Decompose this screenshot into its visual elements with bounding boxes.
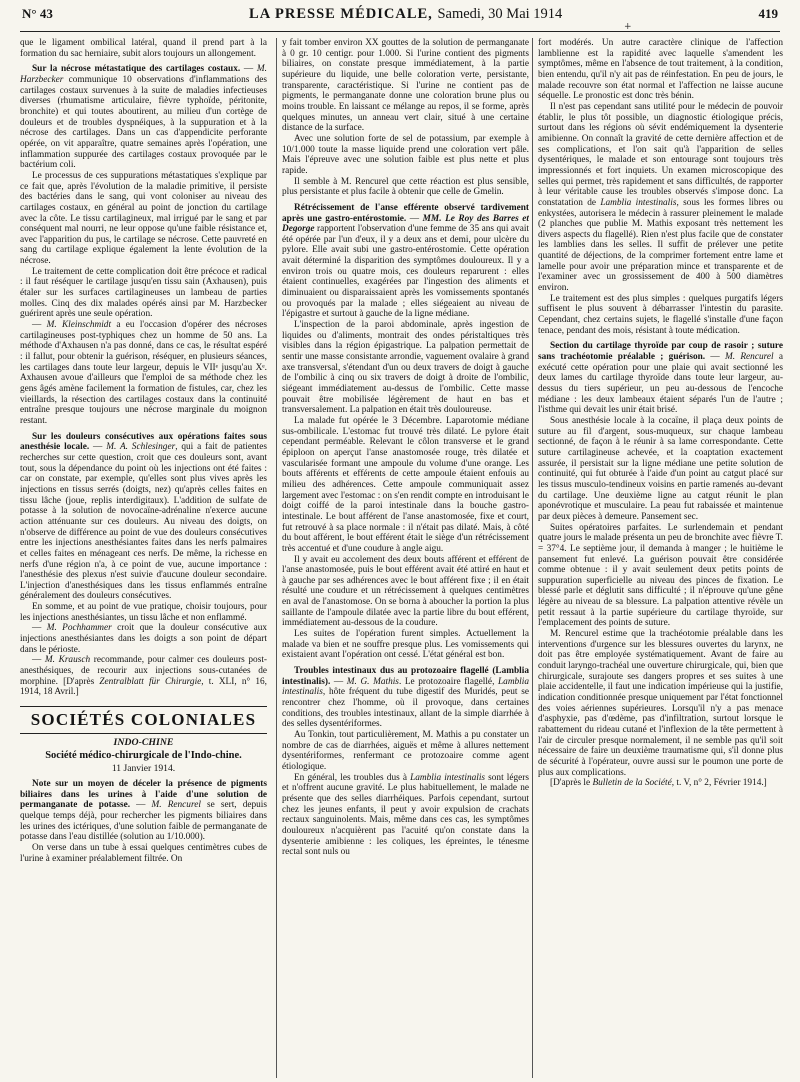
society-name: Société médico-chirurgicale de l'Indo-chine.: [45, 749, 242, 761]
issue-number: N° 43: [22, 6, 53, 21]
paragraph: L'inspection de la paroi abdominale, après ingestion de liquides ou d'aliments, montrait des ondes péristaltiques très visibles dans la région épigastrique. La palpation permettait de sentir une masse consistante arrondie, vaguement ovalaire à grand axe transversal, s'étendant d'un ou deux travers de doigt à gauche de l'ombilic à cinq ou six travers de doigt à droite de l'ombilic, siégeant immédiatement au-dessus de l'ombilic. Cette masse pouvait être mobilisée légèrement de haut en bas et transversalement. La palpation en était très douloureuse.: [282, 320, 529, 416]
column-divider: [532, 38, 533, 1078]
masthead: [249, 6, 562, 23]
author: M. Pochhammer: [46, 623, 112, 634]
column-divider: [276, 38, 277, 1078]
paragraph: Sous anesthésie locale à la cocaïne, il plaça deux points de suture au fil d'argent, sous-muqueux, sur chaque lambeau sectionné, de façon à le réunir à sa lame correspondante. Cette suture cartilagineuse achevée, et la coaptation exactement assurée, il persistait sur la ligne médiane une petite solution de continuité, qui fut obturée à l'aide d'un point au catgut placé sur les tissus musculo-tendineux voisins en partie ramenés au-devant du cartilage. Une deuxième ligne au catgut réunit le plan aponévrotique et musculaire. La peau fut rabaissée et maintenue par deux pièces à demeure. Pansement sec.: [538, 415, 783, 522]
article-heading: Note sur un moyen de déceler la présence de pigments biliaires dans les urines à l'aide d'une solution de permanganate de potasse.: [20, 779, 267, 811]
paragraph: La malade fut opérée le 3 Décembre. Laparotomie médiane sus-ombilicale. L'estomac fut trouvé très dilaté. Le pylore était cependant perméable. Relevant le côlon transverse et le grand épiploon on aperçut l'anse anastomosée rouge, très dilatée et vascularisée formant une ampoule du volume d'une orange. Les bouts afférents et efférents de cette ampoule étaient enfouis au milieu des adhérences. Cette ampoule communiquait assez largement avec l'estomac : on s'en rendit compte en introduisant le doigt coiffé de la paroi intestinale dans la bouche gastro-intestinale. Le bout afférent de l'anse anastomosée, fixe et court, fut retrouvé à sa place normale : il n'était pas dilaté. Mais, à côté du bout afférent, le bout efférent était le siège d'un rétrécissement très accentué et d'une coudure à angle aigu.: [282, 415, 529, 554]
paragraph-text: En général, les troubles dus à: [294, 772, 411, 783]
source-title: Bulletin de la Société: [592, 778, 672, 789]
meeting-date: 11 Janvier 1914.: [111, 763, 176, 775]
article-heading: Rétrécissement de l'anse efférente observé tardivement après une gastro-entérostomie.: [282, 202, 529, 224]
paragraph: Le processus de ces suppurations métastatiques s'explique par ce fait que, après l'évolution de la maladie primitive, il persiste des bactéries dans le sang, qui vont coloniser au niveau des cartilages costaux, en général au point de jonction du cartilage avec la côte. Le tissu cartilagineux, mal irrigué par le sang et par conséquent mal nourri, ne leur oppose qu'une faible résistance et, avec l'apparition du pus, le cartilage se nécrose. Cette pauvreté en sang du cartilage explique également la lente évolution de la nécrose.: [20, 170, 267, 267]
article-heading: Section du cartilage thyroïde par coup de rasoir ; suture sans trachéotomie préalable ; guérison.: [538, 341, 783, 363]
paragraph: — M. Kleinschmidt a eu l'occasion d'opérer des nécroses cartilagineuses post-typhiques chez un homme de 50 ans. La méthode d'Axhausen n'a pas donné, dans ce cas, le résultat espéré : il fallut, pour obtenir la guérison, réséquer, en plusieurs séances, les cartilages dans toute leur largeur, depuis le VIIᵉ jusqu'au Xᵉ. Axhausen avoue d'ailleurs que l'emploi de sa méthode chez les gens âgés amène facilement la formation de fistules, car, chez les vieillards, la résection des cartilages costaux dans la continuité entraîne presque toujours une nécrose marginale du moignon restant.: [20, 320, 267, 426]
article-lamblia: Troubles intestinaux dus au protozoaire flagellé (Lamblia intestinalis). — M. G. Mathis. Le protozoaire flagellé, Lamblia intestinalis, hôte fréquent du tube digestif des Muridés, peut se rencontrer chez l'homme, où il provoque, dans certaines conditions, des troubles intestinaux, allant de la simple diarrhée à des selles dysentériformes.: [282, 666, 529, 730]
paragraph: que le ligament ombilical latéral, quand il prend part à la formation du sac herniaire, subit alors toujours un allongement.: [20, 38, 267, 59]
print-mark: +: [624, 22, 632, 32]
paragraph: Le traitement est des plus simples : quelques purgatifs légers suffisent le plus souvent à débarrasser l'intestin du parasite. Cependant, chez certains sujets, le flagellé s'installe d'une façon tenace, pendant des mois, résistant à toute médication.: [538, 293, 783, 336]
paragraph-text: communique 10 observations d'inflammations des cartilages costaux survenues à la suite de maladies infectieuses diverses (rhumatisme articulaire, fièvre typhoïde, péritonite, bronchite) et qui toutes aboutirent, au milieu d'un cortège de douleurs et de troubles dyspnéiques, à la suppuration et à la nécrose des cartilages. Dans un cas d'appendicite perforante opérée, on vit apparaître, quatre semaines après l'opération, une inflammation suppurée des cartilages costaux provoquée par le bactérium coli.: [20, 74, 267, 171]
paragraph-text: , hôte fréquent du tube digestif des Muridés, peut se rencontrer chez l'homme, où il provoque, dans certaines conditions, des troubles intestinaux, allant de la simple diarrhée à des selles dysentériformes.: [282, 687, 529, 730]
journal-title: LA PRESSE MÉDICALE,: [249, 6, 433, 22]
paragraph: — M. Pochhammer croit que la douleur consécutive aux injections anesthésiantes dans les doigts a son point de départ dans le périoste.: [20, 623, 267, 655]
paragraph: M. Rencurel estime que la trachéotomie préalable dans les interventions d'urgence sur les blessures ouvertes du larynx, ne doit pas être employée systématiquement. Avant de faire au conduit laryngo-trachéal une ouverture chirurgicale, qui, bien que chirurgicale, surajoute ses dangers propres et ses suites à une plaie accidentelle, il faut une indication impérieuse qui la justifie, indication conditionnée presque uniquement par l'état fonctionnel des voies aériennes supérieures. Lorsqu'il n'y a pas menace d'asphyxie, pas d'œdème, pas d'infiltration, surtout lorsque le rabattement du rideau cutané et l'inflexion de la tête permettent à l'air de circuler presque normalement, il ne semble pas qu'il soit nécessaire de faire un deuxième traumatisme qui, s'il donne plus de sécurité à l'opérateur, ouvre aussi sur le poumon une porte de plus aux complications.: [538, 629, 783, 778]
paragraph: [282, 773, 529, 858]
paragraph-text: Il n'est pas cependant sans utilité pour le médecin de pouvoir établir, le plus tôt possible, un diagnostic étiologique précis, surtout dans les régions où sévit endémiquement la dysenterie amibienne. On connaît la gravité de cette dernière affection et de ses complications, et l'on sait qu'à l'apparition de selles dysentériques, le malade et son entourage sont toujours très impressionnés et fort inquiets. Un examen microscopique des selles qui permet, très rapidement et sans difficultés, de rapporter à leur véritable cause les troubles observés s'impose donc. La constatation de: [538, 101, 783, 208]
paragraph-text: croit que la douleur consécutive aux injections anesthésiantes dans les doigts a son point de départ dans le périoste.: [20, 623, 267, 655]
section-title: SOCIÉTÉS COLONIALES: [20, 706, 267, 734]
author: M. Rencurel: [151, 800, 201, 811]
article-cartilages: Sur la nécrose métastatique des cartilages costaux. — M. Harzbecker communique 10 observations d'inflammations des cartilages costaux survenues à la suite de maladies infectieuses diverses (rhumatisme articulaire, fièvre typhoïde, péritonite, bronchite) et qui toutes aboutirent, au milieu d'un cortège de douleurs et de troubles dyspnéiques, à la suppuration et à la nécrose des cartilages. Dans un cas d'appendicite perforante opérée, on vit apparaître, quatre semaines après l'opération, une inflammation suppurée des cartilages costaux provoquée par le bactérium coli.: [20, 64, 267, 171]
article-anse: Rétrécissement de l'anse efférente observé tardivement après une gastro-entérostomie. — MM. Le Roy des Barres et Degorge rapportent l'observation d'une femme de 35 ans qui avait été opérée par l'un d'eux, il y a deux ans et demi, pour ulcère du pylore. Elle avait subi une gastro-entérostomie. Cette opération avait déterminé la disparition des symptômes douloureux. Il y a environ trois ou quatre mois, ces douleurs reparurent : elles étaient continuelles, exagérées par l'ingestion des aliments et diminuaient ou disparaissaient après les vomissements spontanés ou provoqués par la malade ; elles siégeaient au niveau de l'épigastre et surtout à gauche de la ligne médiane.: [282, 202, 529, 320]
page-number: 419: [758, 6, 778, 21]
header-rule: [20, 31, 780, 32]
author: M. Rencurel: [725, 352, 774, 363]
article-douleurs: Sur les douleurs consécutives aux opérations faites sous anesthésie locale. — M. A. Schlesinger, qui a fait de patientes recherches sur cette question, croit que ces douleurs sont, avant tout, sous la dépendance du point où les injections ont été faites : car on constate, par exemple, qu'elles sont plus vives après les injections en tissus serrés (doigts, nez) qu'après celles faites en tissu lâche (joue, replis interdigitaux). L'addition de sulfate de potasse à la solution de novocaïne-adrénaline n'exerce aucune action atténuante sur ces douleurs. Au niveau des doigts, on n'observe de différence au point de vue des douleurs consécutives entre les injections anesthésiantes faites dans les nerfs palmaires et celles faites en ménageant ces nerfs. De même, la richesse en nerfs d'une région n'a, à ce point de vue, aucune importance : l'anesthésie des plexus n'est suivie d'aucune douleur secondaire. L'injection d'anesthésiques dans les tissus enflammés entraîne généralement des douleurs consécutives.: [20, 431, 267, 602]
author: M. G. Mathis: [346, 676, 399, 687]
column-2: [282, 38, 529, 1078]
paragraph: Au Tonkin, tout particulièrement, M. Mathis a pu constater un nombre de cas de diarrhées, aiguës et même à allures nettement dysentériformes, renfermant ce protozoaire comme agent étiologique.: [282, 730, 529, 772]
paragraph-text: sont légers et n'offrent aucune gravité. Le plus habituellement, le malade ne présente que des selles diarrhéiques. Parfois cependant, surtout chez les jeunes enfants, il peut y avoir expulsion de crachats rectaux sanguinolents. Mais, même dans ces cas, les symptômes douloureux n'acquièrent pas l'acuité qu'on constate dans la dysenterie amibienne : les coliques, les épreintes, le ténesme rectal sont nuls ou: [282, 772, 529, 858]
paragraph-text: a eu l'occasion d'opérer des nécroses cartilagineuses post-typhiques chez un homme de 50 ans. La méthode d'Axhausen n'a pas donné, dans ce cas, le résultat espéré : il fallut, pour obtenir la guérison, réséquer, en plusieurs séances, les cartilages dans toute leur largeur, depuis le VIIᵉ jusqu'au Xᵉ. Axhausen avoue d'ailleurs que l'emploi de sa méthode chez les gens âgés amène facilement la formation de fistules, car, chez les vieillards, la résection des cartilages costaux dans la continuité entraîne presque toujours une nécrose marginale du moignon restant.: [20, 320, 267, 426]
paragraph-text: se sert, depuis quelque temps déjà, pour rechercher les pigments biliaires dans les urines des ictériques, d'une solution faible de permanganate de potasse dans l'eau distillée (solution au 1/10.000).: [20, 800, 267, 843]
paragraph: Avec une solution forte de sel de potassium, par exemple à 10/1.000 toute la masse liquide prend une coloration vert pâle. Mais l'épreuve avec une solution faible est plus nette et plus rapide.: [282, 133, 529, 176]
paragraph-text: [D'après le: [550, 778, 593, 789]
column-3: [538, 38, 783, 1078]
paragraph: fort modérés. Un autre caractère clinique de l'affection lamblienne est la rapidité avec laquelle s'amendent les symptômes, même en l'absence de tout traitement, à la condition, bien entendu, qu'il n'y ait pas de réinfestation. En peu de jours, le malade recouvre son état normal et l'affection ne laisse aucune séquelle. Le pronostic est donc très bénin.: [538, 38, 783, 102]
species-name: Lamblia intestinalis: [600, 197, 677, 208]
paragraph-text: recommande, pour calmer ces douleurs post-anesthésiques, de recourir aux injections sous-cutanées de morphine. [D'après: [20, 655, 267, 687]
paragraph-text: a exécuté cette opération pour une plaie qui avait sectionné les deux lames du cartilage thyroïde dans toute leur largeur, au-dessus du tiers supérieur, un peu au-dessous de l'encoche médiane : les deux lambeaux étaient séparés l'un de l'autre ; l'isthme qui devait les unir était brisé.: [538, 352, 783, 416]
source-title: Zentralblatt für Chirurgie: [99, 676, 202, 687]
author: M. Harzbecker: [20, 64, 267, 85]
paragraph: En somme, et au point de vue pratique, choisir toujours, pour les injections anesthésiantes, un tissu lâche et non enflammé.: [20, 602, 267, 623]
article-heading: Troubles intestinaux dus au protozoaire flagellé (Lamblia intestinalis).: [282, 666, 529, 687]
paragraph: Il y avait eu accolement des deux bouts afférent et efférent de l'anse anastomosée, puis le bout efférent avait été attiré en haut et à gauche par ses adhérences avec le bout afférent fixe ; il en était résulté une coudure et un rétrécissement à quelques centimètres en aval de l'anastomose. On se borna à aboucher la portion la plus saillante de l'ampoule dilatée avec la partie libre du bout efférent, immédiatement au-dessous de la coudure.: [282, 554, 529, 629]
article-heading: Sur la nécrose métastatique des cartilages costaux.: [32, 64, 241, 75]
paragraph: Le traitement de cette complication doit être précoce et radical : il faut réséquer le cartilage jusqu'en tissu sain (Axhausen), puis étaler sur les surfaces cartilagineuses un lambeau de parties molles. Cinq des dix malades opérés ainsi par M. Harzbecker guérirent après une seule opération.: [20, 266, 267, 320]
article-heading: Sur les douleurs consécutives aux opérations faites sous anesthésie locale.: [20, 431, 267, 453]
author: M. Krausch: [44, 655, 91, 666]
author: M. Kleinschmidt: [46, 320, 112, 331]
subsection-title: INDO-CHINE: [113, 737, 174, 749]
paragraph-text: . Le protozoaire flagellé,: [398, 676, 498, 687]
paragraph-text: , qui a fait de patientes recherches sur cette question, croit que ces douleurs sont, avant tout, sous la dépendance du point où les injections ont été faites : car on constate, par exemple, qu'elles sont plus vives après les injections en tissus serrés (doigts, nez) qu'après celles faites en tissu lâche (joue, replis interdigitaux). L'addition de sulfate de potasse à la solution de novocaïne-adrénaline n'exerce aucune action atténuante sur ces douleurs. Au niveau des doigts, on n'observe de différence au point de vue des douleurs consécutives entre les injections anesthésiantes faites dans les nerfs palmaires et celles faites en ménageant ces nerfs. De même, la richesse en nerfs d'une région n'a, à ce point de vue, aucune importance : l'anesthésie des plexus n'est suivie d'aucune douleur secondaire. L'injection d'anesthésiques dans les tissus enflammés entraîne généralement des douleurs consécutives.: [20, 442, 267, 602]
species-name: Lamblia intestinalis: [282, 676, 529, 698]
issue-date: Samedi, 30 Mai 1914: [437, 6, 563, 22]
paragraph-text: , t. V, n° 2, Février 1914.]: [671, 778, 767, 789]
paragraph: y fait tomber environ XX gouttes de la solution de permanganate à 0 gr. 10 centigr. pour 1.000. Si l'urine contient des pigments biliaires, on constate presque immédiatement, à la partie supérieure du liquide, une belle coloration verte, persistante, transparente, caractéristique. Si l'urine ne contient pas de pigments, le permanganate donne une coloration brune plus ou moins trouble. En laissant ce mélange au repos, il se forme, après quelques minutes, un anneau vert clair, situé à une certaine distance de la surface.: [282, 38, 529, 134]
paragraph: Suites opératoires parfaites. Le surlendemain et pendant quatre jours le malade présenta un peu de bronchite avec fièvre T. = 37°4. Le septième jour, il demanda à manger ; le huitième le pansement fut enlevé. La guérison pouvait être considérée comme obtenue : il y avait seulement deux petits points de suppuration superficielle au niveau des pinces de fixation. Le blessé parle et déglutit sans difficulté ; il n'éprouve qu'une gêne légère au niveau de sa blessure. La palpation attentive révèle un petit ressaut à la partie supérieure du cartilage thyroïde, sur l'emplacement des points de suture.: [538, 522, 783, 629]
author: MM. Le Roy des Barres et Degorge: [282, 213, 529, 235]
paragraph: [538, 102, 783, 294]
paragraph: — M. Krausch recommande, pour calmer ces douleurs post-anesthésiques, de recourir aux injections sous-cutanées de morphine. [D'après Zentralblatt für Chirurgie, t. XLI, n° 16, 1914, 18 Avril.]: [20, 655, 267, 698]
article-thyroide: Section du cartilage thyroïde par coup de rasoir ; suture sans trachéotomie préalable ; guérison. — M. Rencurel a exécuté cette opération pour une plaie qui avait sectionné les deux lames du cartilage thyroïde dans toute leur largeur, au-dessus du tiers supérieur, un peu au-dessous de l'encoche médiane : les deux lambeaux étaient séparés l'un de l'autre ; l'isthme qui devait les unir était brisé.: [538, 341, 783, 416]
paragraph-text: rapportent l'observation d'une femme de 35 ans qui avait été opérée par l'un d'eux, il y a deux ans et demi, pour ulcère du pylore. Elle avait subi une gastro-entérostomie. Cette opération avait déterminé la disparition des symptômes douloureux. Il y a environ trois ou quatre mois, ces douleurs reparurent : elles étaient continuelles, exagérées par l'ingestion des aliments et diminuaient ou disparaissaient après les vomissements spontanés ou provoqués par la malade ; elles siégeaient au niveau de l'épigastre et surtout à gauche de la ligne médiane.: [282, 224, 529, 320]
paragraph: Les suites de l'opération furent simples. Actuellement la malade va bien et ne souffre presque plus. Les vomissements qui existaient avant l'opération ont cessé. L'état général est bon.: [282, 629, 529, 661]
paragraph: [538, 778, 783, 789]
column-1: [20, 38, 267, 1078]
paragraph: On verse dans un tube à essai quelques centimètres cubes de l'urine à examiner préalablement filtrée. On: [20, 842, 267, 864]
paragraph-text: , t. XLI, n° 16, 1914, 18 Avril.]: [20, 676, 267, 698]
paragraph-text: , sous les formes libres ou enkystées, autorisera le médecin à rassurer pleinement le malade (2 planches que publie M. Mathis exposant très nettement les divers aspects du flagellé). Rien n'est plus facile que de constater les lamblies dans les selles. Il suffit de prélever une petite quantité de déjections, de la comprimer fortement entre lame et lamelle pour avoir une préparation mince et transparente et de l'examiner avec un grossissement de 400 à 500 diamètres environ.: [538, 197, 783, 294]
author: M. A. Schlesinger: [106, 442, 176, 453]
paragraph: Il semble à M. Rencurel que cette réaction est plus sensible, plus persistante et plus facile à obtenir que celle de Gmelin.: [282, 176, 529, 198]
article-pigments: Note sur un moyen de déceler la présence de pigments biliaires dans les urines à l'aide d'une solution de permanganate de potasse. — M. Rencurel se sert, depuis quelque temps déjà, pour rechercher les pigments biliaires dans les urines des ictériques, d'une solution faible de permanganate de potasse dans l'eau distillée (solution au 1/10.000).: [20, 779, 267, 843]
species-name: Lamblia intestinalis: [410, 772, 486, 783]
page-header: [22, 6, 778, 30]
